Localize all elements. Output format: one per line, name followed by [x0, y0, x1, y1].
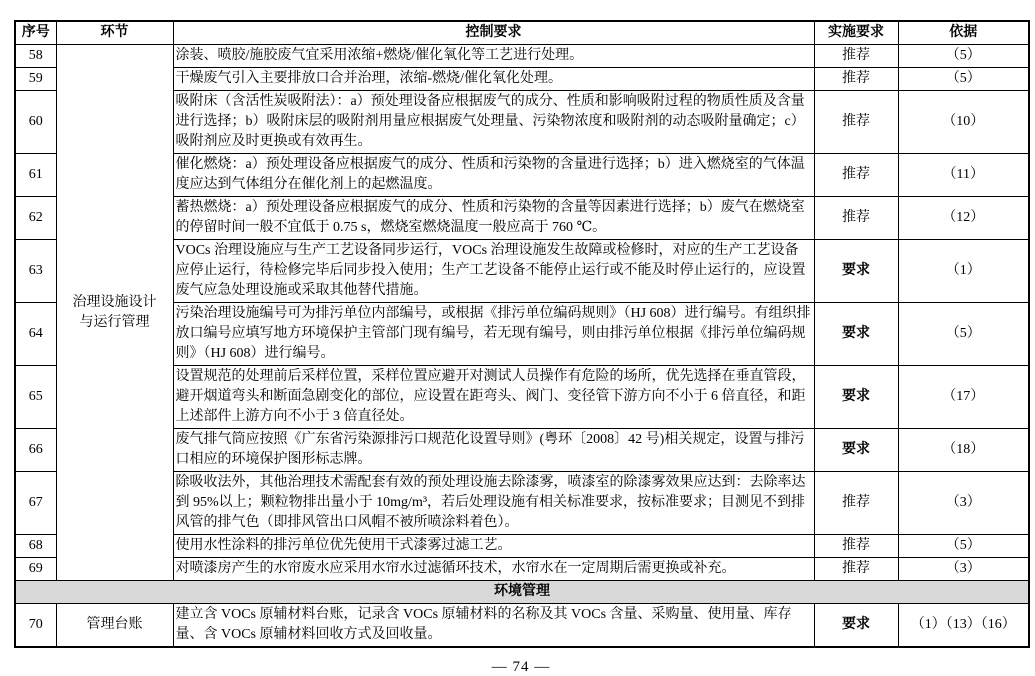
cell-stage-merged: [56, 45, 173, 581]
cell-requirement: 涂装、喷胶/施胶废气宜采用浓缩+燃烧/催化氧化等工艺进行处理。: [173, 45, 814, 68]
cell-impl: 推荐: [814, 91, 898, 154]
cell-requirement: 使用水性涂料的排污单位优先使用干式漆雾过滤工艺。: [173, 535, 814, 558]
section-row: [15, 581, 1029, 604]
cell-impl: 要求: [814, 366, 898, 429]
cell-impl: 推荐: [814, 558, 898, 581]
stage-label-line2: 与运行管理: [79, 314, 150, 330]
cell-no: 63: [15, 240, 56, 303]
cell-basis: （1）（13）（16）: [898, 604, 1029, 648]
cell-impl: 推荐: [814, 535, 898, 558]
cell-impl: 推荐: [814, 68, 898, 91]
col-header-basis: 依据: [898, 21, 1029, 45]
cell-basis: （3）: [898, 558, 1029, 581]
cell-basis: （3）: [898, 472, 1029, 535]
cell-requirement: 蓄热燃烧：a）预处理设备应根据废气的成分、性质和污染物的含量等因素进行选择；b）废气在燃烧室的停留时间一般不宜低于 0.75 s，燃烧室燃烧温度一般应高于 760 ℃。: [173, 197, 814, 240]
cell-no: 59: [15, 68, 56, 91]
cell-stage: 管理台账: [56, 604, 173, 648]
cell-requirement: VOCs 治理设施应与生产工艺设备同步运行，VOCs 治理设施发生故障或检修时，对应的生产工艺设备应停止运行，待检修完毕后同步投入使用；生产工艺设备不能停止运行或不能及时停止运行的，应设置废气应急处理设施或采取其他替代措施。: [173, 240, 814, 303]
cell-impl: 推荐: [814, 45, 898, 68]
cell-no: 62: [15, 197, 56, 240]
cell-requirement: 污染治理设施编号可为排污单位内部编号，或根据《排污单位编码规则》（HJ 608）进行编号。有组织排放口编号应填写地方环境保护主管部门现有编号，若无现有编号，则由排污单位根据《排污单位编码规则》（HJ 608）进行编号。: [173, 303, 814, 366]
cell-basis: （5）: [898, 45, 1029, 68]
cell-impl: 要求: [814, 240, 898, 303]
stage-label-line1: 治理设施设计: [72, 294, 157, 310]
col-header-impl: 实施要求: [814, 21, 898, 45]
cell-no: 64: [15, 303, 56, 366]
cell-no: 60: [15, 91, 56, 154]
cell-impl: 推荐: [814, 472, 898, 535]
cell-no: 68: [15, 535, 56, 558]
table-header-row: [15, 21, 1029, 45]
cell-impl: 要求: [814, 604, 898, 648]
cell-basis: （11）: [898, 154, 1029, 197]
col-header-no: 序号: [15, 21, 56, 45]
cell-requirement: 对喷漆房产生的水帘废水应采用水帘水过滤循环技术，水帘水在一定周期后需更换或补充。: [173, 558, 814, 581]
cell-requirement: 废气排气筒应按照《广东省污染源排污口规范化设置导则》(粤环〔2008〕42 号)相关规定，设置与排污口相应的环境保护图形标志牌。: [173, 429, 814, 472]
cell-requirement: 除吸收法外，其他治理技术需配套有效的预处理设施去除漆雾，喷漆室的除漆雾效果应达到：去除率达到 95%以上；颗粒物排出量小于 10mg/m³，若后处理设施有相关标准要求，按标准要求；目测见不到排风管的排气色（即排风管出口风帽不被所喷涂料着色）。: [173, 472, 814, 535]
cell-no: 70: [15, 604, 56, 648]
cell-basis: （10）: [898, 91, 1029, 154]
cell-basis: （17）: [898, 366, 1029, 429]
cell-basis: （12）: [898, 197, 1029, 240]
col-header-requirement: 控制要求: [173, 21, 814, 45]
cell-requirement: 吸附床（含活性炭吸附法）：a）预处理设备应根据废气的成分、性质和影响吸附过程的物质性质及含量进行选择；b）吸附床层的吸附剂用量应根据废气处理量、污染物浓度和吸附剂的动态吸附量确定；c）吸附剂应及时更换或有效再生。: [173, 91, 814, 154]
cell-impl: 推荐: [814, 197, 898, 240]
cell-no: 61: [15, 154, 56, 197]
cell-requirement: 设置规范的处理前后采样位置，采样位置应避开对测试人员操作有危险的场所，优先选择在垂直管段，避开烟道弯头和断面急剧变化的部位，应设置在距弯头、阀门、变径管下游方向不小于 6 倍直径，和距上述部件上游方向不小于 3 倍直径处。: [173, 366, 814, 429]
cell-no: 65: [15, 366, 56, 429]
cell-basis: （1）: [898, 240, 1029, 303]
cell-basis: （5）: [898, 68, 1029, 91]
cell-no: 66: [15, 429, 56, 472]
cell-requirement: 建立含 VOCs 原辅材料台账，记录含 VOCs 原辅材料的名称及其 VOCs 含量、采购量、使用量、库存量、含 VOCs 原辅材料回收方式及回收量。: [173, 604, 814, 648]
section-label: 环境管理: [15, 581, 1029, 604]
cell-no: 67: [15, 472, 56, 535]
control-requirements-table: [14, 20, 1030, 648]
cell-basis: （5）: [898, 535, 1029, 558]
cell-basis: （5）: [898, 303, 1029, 366]
cell-requirement: 催化燃烧：a）预处理设备应根据废气的成分、性质和污染物的含量进行选择；b）进入燃烧室的气体温度应达到气体组分在催化剂上的起燃温度。: [173, 154, 814, 197]
cell-no: 69: [15, 558, 56, 581]
cell-requirement: 干燥废气引入主要排放口合并治理，浓缩-燃烧/催化氧化处理。: [173, 68, 814, 91]
cell-impl: 要求: [814, 303, 898, 366]
cell-impl: 要求: [814, 429, 898, 472]
col-header-stage: 环节: [56, 21, 173, 45]
table-row: [15, 45, 1029, 68]
table-row: [15, 604, 1029, 648]
cell-basis: （18）: [898, 429, 1029, 472]
cell-no: 58: [15, 45, 56, 68]
cell-impl: 推荐: [814, 154, 898, 197]
page-number: — 74 —: [491, 659, 551, 675]
